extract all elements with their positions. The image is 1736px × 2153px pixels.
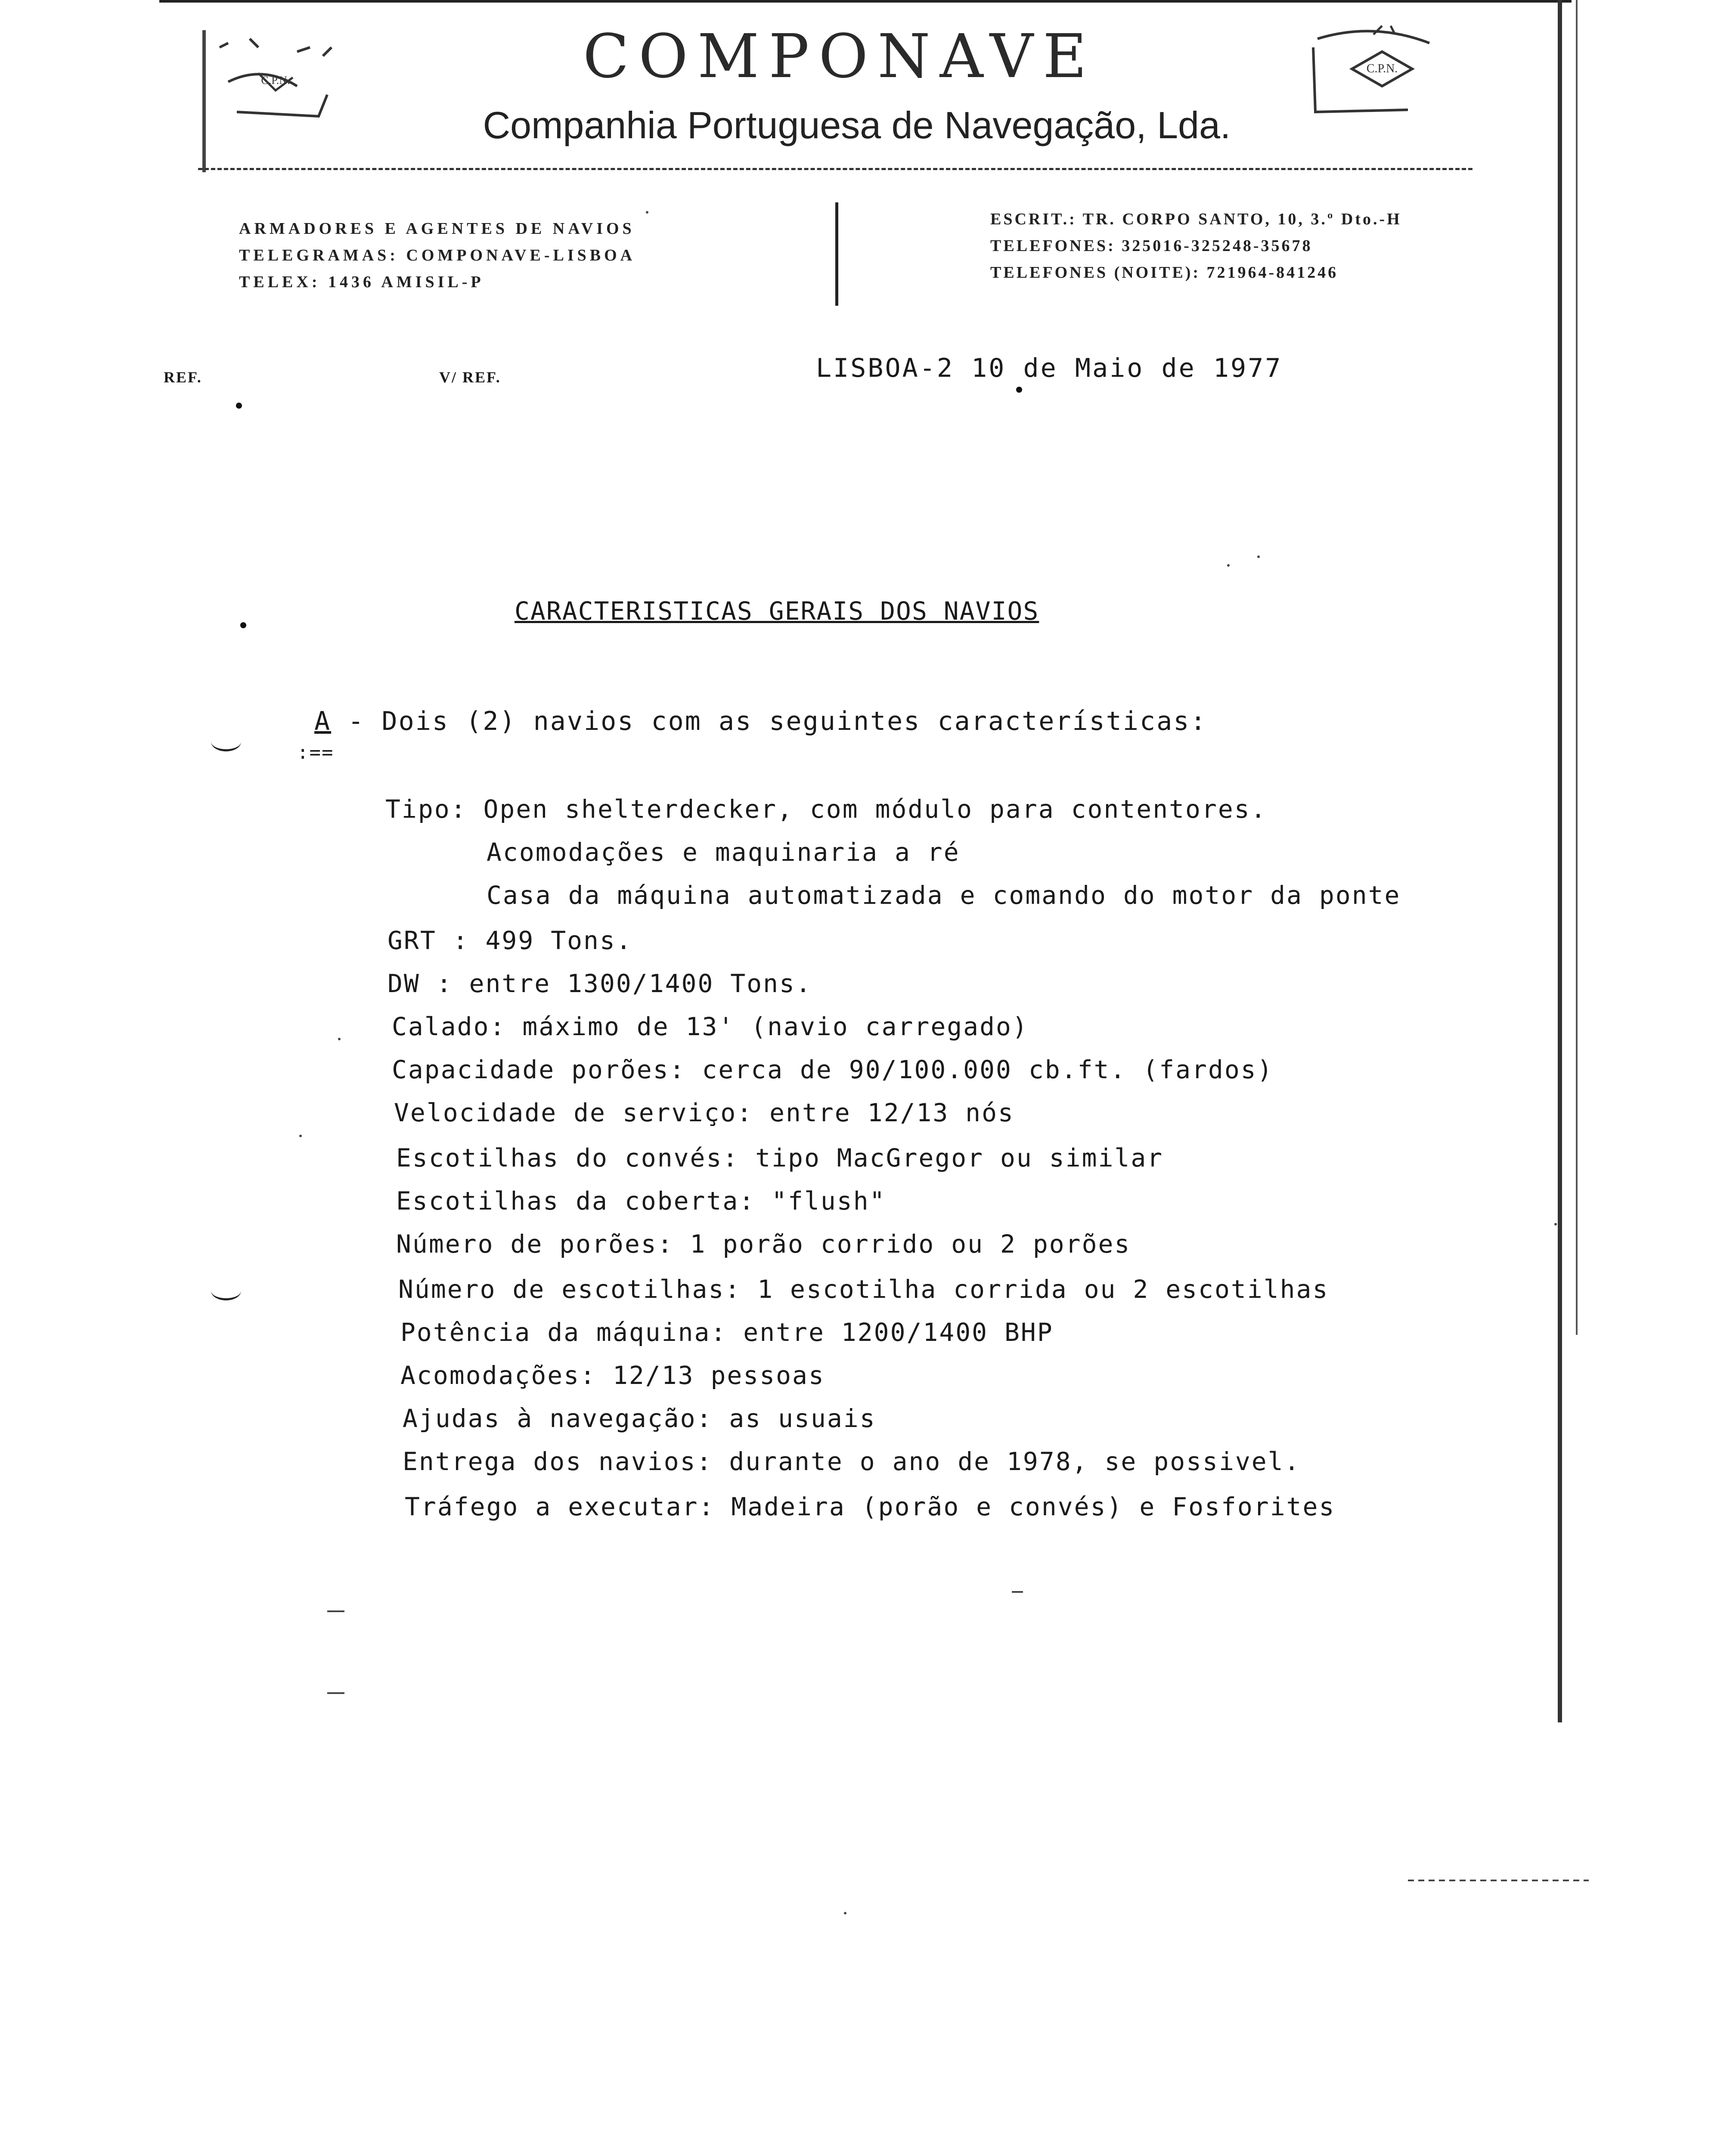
spec-line: Ajudas à navegação: as usuais <box>403 1404 876 1433</box>
margin-bracket-mark <box>211 1281 241 1300</box>
letter-date: LISBOA-2 10 de Maio de 1977 <box>816 353 1283 383</box>
svg-text:C.P.N.: C.P.N. <box>261 74 290 87</box>
left-contact-block <box>239 215 636 295</box>
margin-bracket-mark <box>211 732 241 751</box>
page-right-edge <box>1558 0 1562 1722</box>
section-letter: A <box>314 706 332 736</box>
scan-speck <box>646 211 648 214</box>
scan-dash <box>327 1692 344 1694</box>
spec-line: Tráfego a executar: Madeira (porão e convés) e Fosforites <box>405 1492 1336 1521</box>
spec-line: Acomodações e maquinaria a ré <box>487 838 960 867</box>
spec-line: Casa da máquina automatizada e comando do motor da ponte <box>487 881 1401 910</box>
scan-dash <box>327 1610 344 1612</box>
scan-dash-line <box>1408 1880 1589 1881</box>
spec-line: Escotilhas do convés: tipo MacGregor ou similar <box>396 1143 1164 1173</box>
brand-name: COMPONAVE <box>583 22 1097 92</box>
agents-line: ARMADORES E AGENTES DE NAVIOS <box>239 220 635 238</box>
spec-line: Número de porões: 1 porão corrido ou 2 porões <box>396 1229 1131 1259</box>
left-margin-mark <box>202 30 206 172</box>
office-address-line: ESCRIT.: TR. CORPO SANTO, 10, 3.º Dto.-H <box>990 210 1402 228</box>
document-title: CARACTERISTICAS GERAIS DOS NAVIOS <box>515 596 1039 626</box>
scan-dot <box>236 403 242 409</box>
spec-line: Número de escotilhas: 1 escotilha corrida ou 2 escotilhas <box>398 1275 1329 1304</box>
right-logo-icon <box>1309 22 1438 116</box>
ref-label: REF. <box>164 369 202 386</box>
spec-line: Potência da máquina: entre 1200/1400 BHP <box>400 1318 1054 1347</box>
scan-speck <box>844 1912 846 1914</box>
telex-line: TELEX: 1436 AMISIL-P <box>239 273 484 291</box>
spec-line: Calado: máximo de 13' (navio carregado) <box>392 1012 1029 1041</box>
spec-line: Capacidade porões: cerca de 90/100.000 cb.ft. (fardos) <box>392 1055 1274 1084</box>
section-heading <box>314 706 1207 736</box>
section-underline-mark: :== <box>297 741 334 763</box>
spec-line: Acomodações: 12/13 pessoas <box>400 1361 825 1390</box>
phone-line: TELEFONES: 325016-325248-35678 <box>990 237 1313 255</box>
svg-text:C.P.N.: C.P.N. <box>1366 62 1398 75</box>
header-rule <box>198 168 1472 170</box>
company-name: Companhia Portuguesa de Navegação, Lda. <box>483 104 1231 146</box>
scan-speck <box>1554 1223 1557 1225</box>
spec-line: Entrega dos navios: durante o ano de 1978, se possivel. <box>403 1447 1301 1476</box>
scan-speck <box>299 1135 302 1137</box>
header-separator <box>835 202 838 306</box>
scan-speck <box>338 1038 341 1040</box>
scan-dash <box>1012 1591 1023 1593</box>
night-phone-line: TELEFONES (NOITE): 721964-841246 <box>990 264 1339 282</box>
left-logo-icon <box>211 30 340 125</box>
scan-speck <box>1227 564 1230 567</box>
spec-line: DW : entre 1300/1400 Tons. <box>388 969 812 998</box>
vref-label: V/ REF. <box>439 369 501 386</box>
scan-dot <box>1016 387 1022 393</box>
section-heading-text: - Dois (2) navios com as seguintes características: <box>331 706 1207 736</box>
right-contact-block <box>990 206 1402 286</box>
spec-line: GRT : 499 Tons. <box>388 926 632 955</box>
telegram-line: TELEGRAMAS: COMPONAVE-LISBOA <box>239 246 636 264</box>
spec-line: Velocidade de serviço: entre 12/13 nós <box>394 1098 1014 1127</box>
scan-dot <box>240 622 246 628</box>
spec-line: Escotilhas da coberta: "flush" <box>396 1186 886 1216</box>
page-top-border <box>159 0 1572 3</box>
page-right-edge-shadow <box>1576 0 1578 1335</box>
scan-speck <box>1257 555 1260 558</box>
spec-line: Tipo: Open shelterdecker, com módulo para contentores. <box>385 794 1267 824</box>
